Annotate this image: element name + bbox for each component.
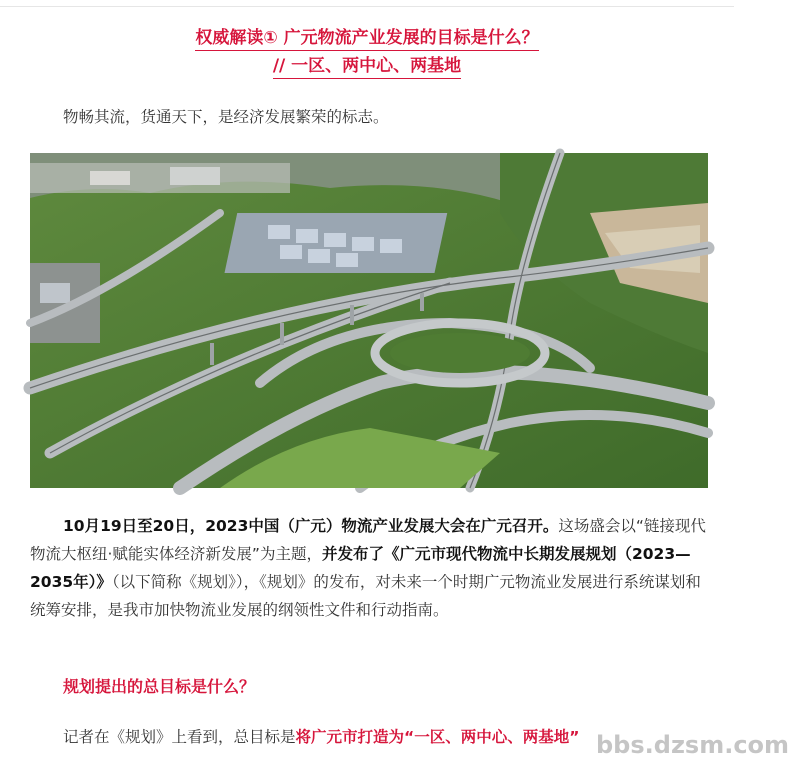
body-paragraph xyxy=(30,512,708,624)
body-bold-date: 10月19日至20日，2023中国（广元）物流产业发展大会在广元召开。 xyxy=(63,517,559,535)
goal-highlight: 将广元市打造为“一区、两中心、两基地” xyxy=(295,728,580,746)
top-divider xyxy=(0,6,734,7)
goal-text: 记者在《规划》上看到，总目标是 xyxy=(63,728,296,746)
question-heading: 规划提出的总目标是什么？ xyxy=(63,677,256,696)
watermark: bbs.dzsm.com xyxy=(596,731,789,759)
body-text-theme: 这场盛会以“链接现代物流大枢纽·赋能实体经济新发展”为主题， xyxy=(30,517,706,563)
body-text-rest: （以下简称《规划》），《规划》的发布，对未来一个时期广元物流业发展进行系统谋划和统筹安排，是我市加快物流业发展的纲领性文件和行动指南。 xyxy=(30,573,701,619)
aerial-interchange-photo xyxy=(30,153,708,488)
body-bold-plan: 并发布了《广元市现代物流中长期发展规划（2023—2035年）》 xyxy=(30,545,691,591)
intro-paragraph: 物畅其流，货通天下，是经济发展繁荣的标志。 xyxy=(63,108,389,126)
article-heading-line1: 权威解读① 广元物流产业发展的目标是什么？ xyxy=(0,27,734,51)
article-heading-line2: // 一区、两中心、两基地 xyxy=(0,55,734,79)
